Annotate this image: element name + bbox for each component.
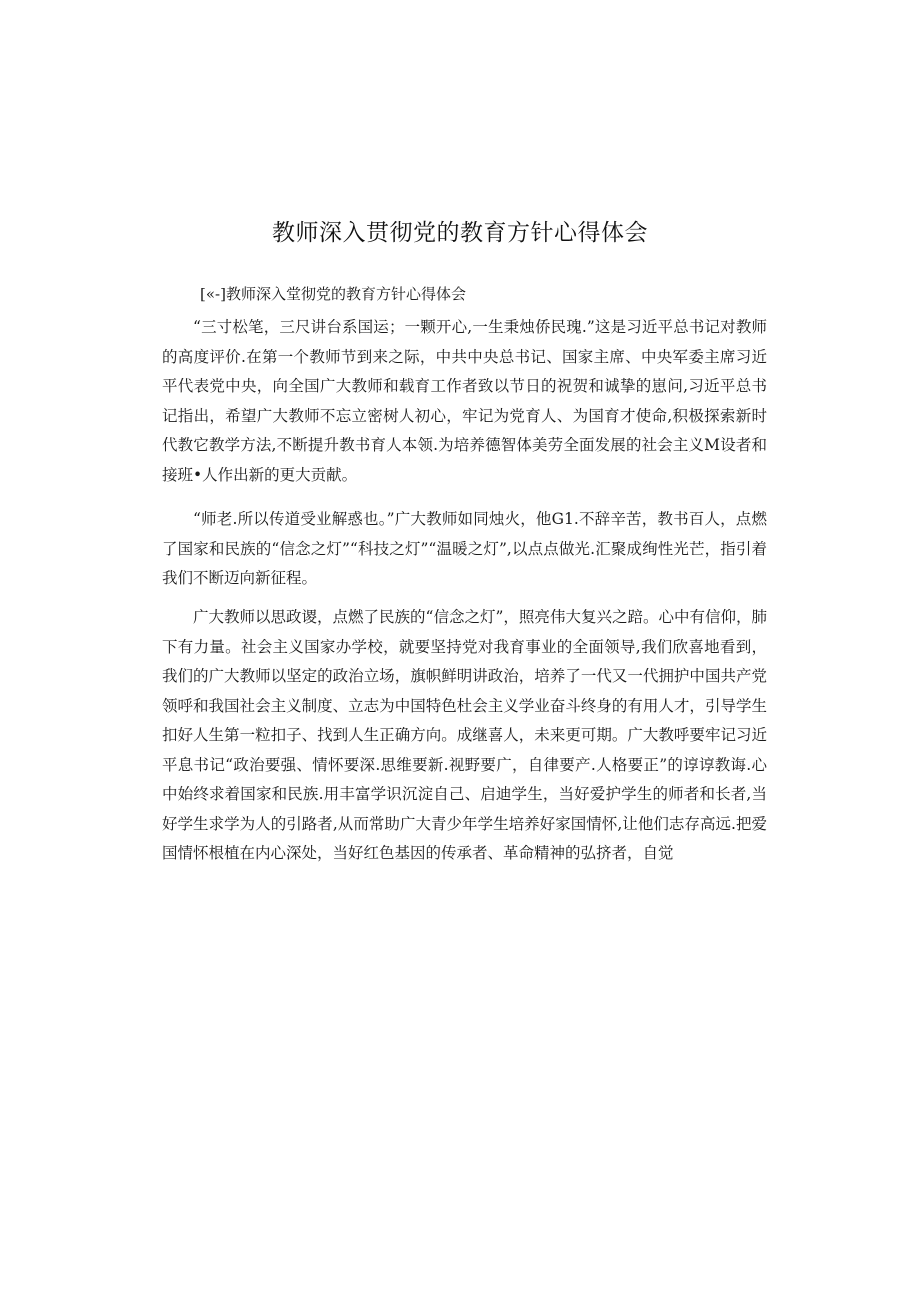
paragraph-1: “三寸松笔，三尺讲台系国运；一颗开心,一生秉烛侨民瑰.”这是习近平总书记对教师的高度评价.在第一个教师节到来之际，中共中央总书记、国家主席、中央军委主席习近平代表党中央，向全国广大教师和载育工作者致以节日的祝贺和诚挚的崽问,习近平总书记指出，希望广大教师不忘立密树人初心，牢记为党育人、为国育才使命,积极探索新时代教它教学方法,不断提升教书育人本领.为培养德智体美劳全面发展的社会主义M设者和接班•人作出新的更大贡献。 — [162, 318, 767, 484]
document-title: 教师深入贯彻党的教育方针心得体会 — [272, 220, 648, 246]
paragraph-2: “师老.所以传道受业解惑也。”广大教师如同烛火，他G1.不辞辛苦，教书百人，点燃了国家和民族的“信念之灯”“科技之灯”“温暖之灯”,以点点做光.汇聚成绚性光芒，指引着我们不断迈向新征程。 — [162, 510, 767, 587]
document-subtitle: [«-]教师深入堂彻党的教育方针心得体会 — [200, 285, 466, 303]
paragraph-3: 广大教师以思政谡，点燃了民族的“信念之灯”，照亮伟大复兴之踣。心中有信仰，肺下有力量。社会主义国家办学校，就要坚持党对我育事业的全面领导,我们欣喜地看到，我们的广大教师以坚定的政治立场，旗帜鲜明讲政治，培养了一代又一代拥护中国共产党领呼和我国社会主义制度、立志为中国特色杜会主义学业奋斗终身的有用人才，引导学生扣好人生第一粒扣子、找到人生正确方向。成继喜人，未来更可期。广大教呼要牢记习近平息书记“政治要强、情怀要深.思维要新.视野要广，自律要产.人格要正”的谆谆教诲.心中始终求着国家和民族.用丰富学识沉淀自己、启迪学生，当好爱护学生的师者和长者,当好学生求学为人的引路者,从而常助广大青少年学生培养好家国情怀,让他们志存高远.把爱国情怀根植在内心深处，当好红色基因的传承者、革命精神的弘挤者，自觉 — [162, 608, 767, 862]
